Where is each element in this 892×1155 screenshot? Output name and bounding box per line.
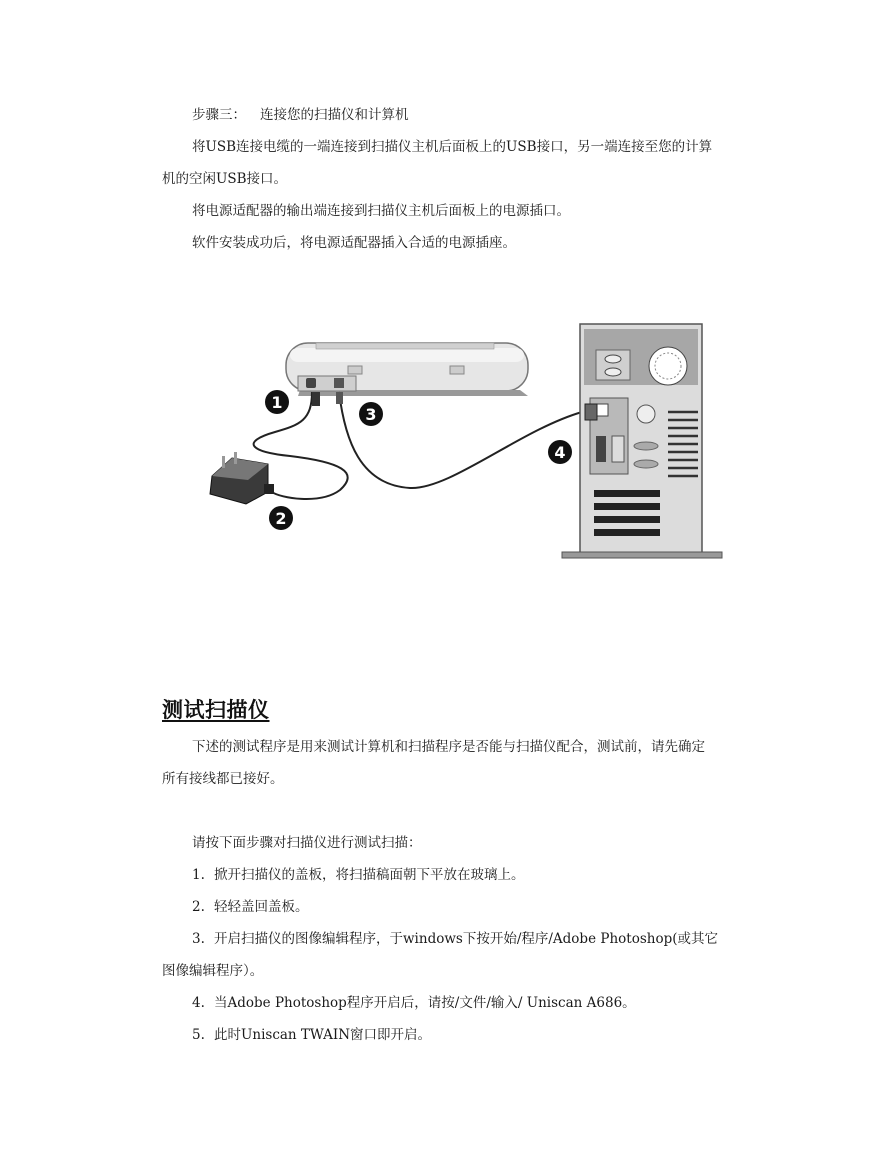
callout-1	[265, 390, 289, 414]
step-item-5	[192, 1026, 431, 1044]
step-text: 轻轻盖回盖板。	[214, 899, 309, 915]
callout-3-label: 3	[365, 405, 377, 424]
power-adapter-illustration	[210, 452, 274, 504]
callout-1-label: 1	[271, 393, 283, 412]
usb-plug-scanner	[336, 392, 343, 404]
power-plug	[312, 392, 320, 406]
step3-paragraph-2: 将电源适配器的输出端连接到扫描仪主机后面板上的电源插口。	[192, 203, 570, 219]
step3-paragraph-1-line-1: 将USB连接电缆的一端连接到扫描仪主机后面板上的USB接口，另一端连接至您的计算	[192, 139, 713, 155]
callout-3	[359, 402, 383, 426]
section-heading-test-scanner: 测试扫描仪	[162, 698, 270, 722]
test-intro-line-2: 所有接线都已接好。	[162, 771, 284, 787]
step-item-2	[192, 898, 309, 916]
step-text: 此时Uniscan TWAIN窗口即开启。	[214, 1027, 432, 1043]
step-item-1	[192, 866, 525, 884]
steps-intro: 请按下面步骤对扫描仪进行测试扫描：	[192, 835, 422, 851]
step3-paragraph-1-line-2: 机的空闲USB接口。	[162, 171, 288, 187]
callout-4-label: 4	[554, 443, 566, 462]
computer-tower-illustration	[562, 324, 722, 558]
step3-paragraph-3: 软件安装成功后，将电源适配器插入合适的电源插座。	[192, 235, 516, 251]
scanner-illustration	[286, 343, 528, 396]
test-intro-line-1: 下述的测试程序是用来测试计算机和扫描程序是否能与扫描仪配合，测试前，请先确定	[192, 739, 705, 755]
step-item-3	[192, 930, 718, 948]
step3-label: 步骤三：	[192, 107, 246, 123]
step-item-4	[192, 994, 636, 1012]
step-number: 3.	[192, 931, 205, 947]
step-text: 开启扫描仪的图像编辑程序，于windows下按开始/程序/Adobe Photoshop(或其它	[214, 931, 718, 947]
step-number: 4.	[192, 995, 205, 1011]
step-text: 当Adobe Photoshop程序开启后，请按/文件/输入/ Uniscan A686。	[214, 995, 636, 1011]
callout-2-label: 2	[275, 509, 287, 528]
step3-title: 连接您的扫描仪和计算机	[260, 107, 409, 123]
step-number: 5.	[192, 1027, 205, 1043]
callout-2	[269, 506, 293, 530]
cables	[254, 392, 582, 499]
step-item-3-continuation: 图像编辑程序）。	[162, 963, 264, 979]
callout-4	[548, 440, 572, 464]
step-text: 掀开扫描仪的盖板，将扫描稿面朝下平放在玻璃上。	[214, 867, 525, 883]
step-number: 1.	[192, 867, 205, 883]
step-number: 2.	[192, 899, 205, 915]
